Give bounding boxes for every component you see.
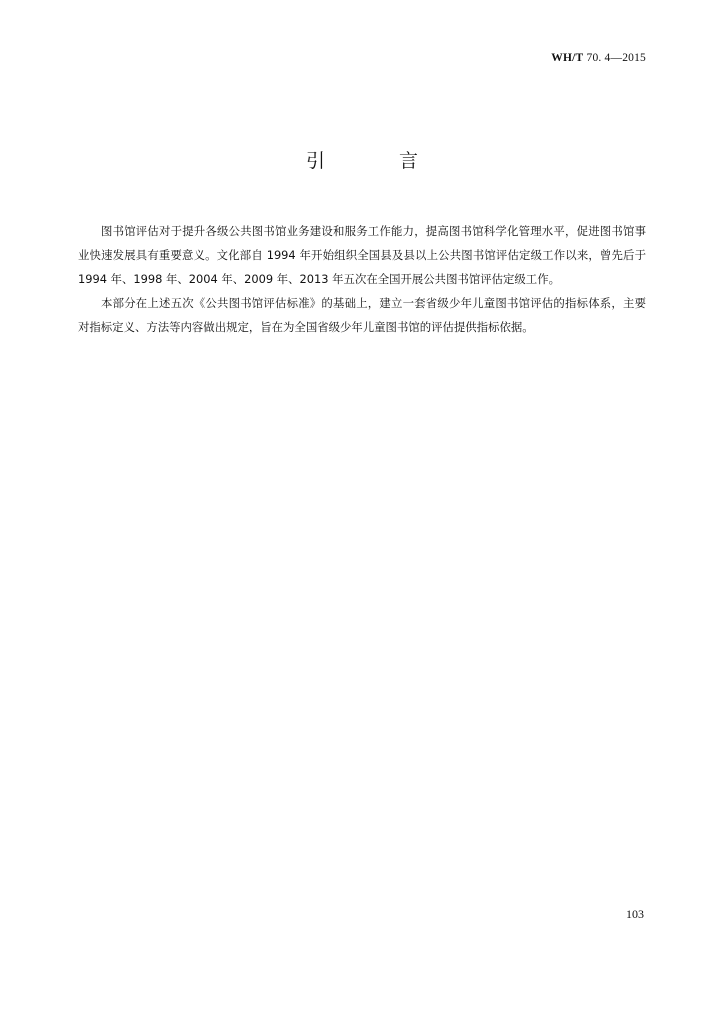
standard-prefix: WH/T xyxy=(551,52,584,64)
standard-number: 70. 4—2015 xyxy=(583,52,646,64)
page-title: 引 言 xyxy=(305,150,453,172)
standard-code-header xyxy=(551,52,646,64)
paragraph-2: 本部分在上述五次《公共图书馆评估标准》的基础上，建立一套省级少年儿童图书馆评估的指标体系，主要对指标定义、方法等内容做出规定，旨在为全国省级少年儿童图书馆的评估提供指标依据。 xyxy=(78,296,646,334)
paragraph-1: 图书馆评估对于提升各级公共图书馆业务建设和服务工作能力，提高图书馆科学化管理水平，促进图书馆事业快速发展具有重要意义。文化部自 1994 年开始组织全国县及县以上公共图书馆评估定级工作以来，曾先后于 1994 年、1998 年、2004 年、2009 年、2013 年五次在全国开展公共图书馆评估定级工作。 xyxy=(78,224,646,286)
introduction-body xyxy=(78,219,646,339)
page-number: 103 xyxy=(626,907,644,921)
